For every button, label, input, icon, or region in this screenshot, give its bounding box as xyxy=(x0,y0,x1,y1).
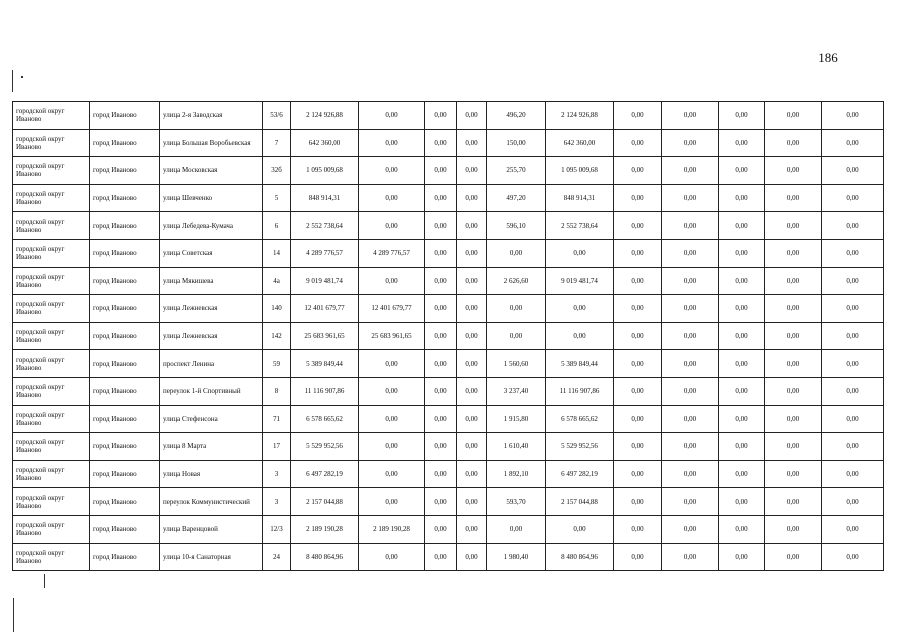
municipality-cell: городской округ Иваново xyxy=(13,350,90,378)
settlement-cell: город Иваново xyxy=(90,102,160,130)
settlement-cell: город Иваново xyxy=(90,157,160,185)
street-cell: улица Московская xyxy=(160,157,263,185)
cost-cell: 2 124 926,88 xyxy=(546,102,614,130)
cost-cell: 0,00 xyxy=(719,295,765,323)
cost-cell: 0,00 xyxy=(425,488,457,516)
settlement-cell: город Иваново xyxy=(90,239,160,267)
cost-cell: 0,00 xyxy=(457,433,487,461)
table-row xyxy=(13,377,884,405)
repair-cost-cell: 0,00 xyxy=(359,157,425,185)
house-number-cell: 71 xyxy=(263,405,291,433)
cost-cell: 0,00 xyxy=(822,184,884,212)
settlement-cell: город Иваново xyxy=(90,212,160,240)
cost-cell: 0,00 xyxy=(719,377,765,405)
cost-cell: 0,00 xyxy=(662,212,719,240)
repair-cost-cell: 0,00 xyxy=(359,102,425,130)
cost-cell: 0,00 xyxy=(614,433,662,461)
cost-cell: 0,00 xyxy=(765,350,822,378)
register-table xyxy=(12,101,884,571)
table-row xyxy=(13,295,884,323)
street-cell: улица 2-я Заводская xyxy=(160,102,263,130)
cost-cell: 0,00 xyxy=(765,239,822,267)
house-number-cell: 12/3 xyxy=(263,515,291,543)
municipality-cell: городской округ Иваново xyxy=(13,322,90,350)
house-number-cell: 53/6 xyxy=(263,102,291,130)
table-row xyxy=(13,239,884,267)
total-cost-cell: 5 529 952,56 xyxy=(291,433,359,461)
municipality-cell: городской округ Иваново xyxy=(13,267,90,295)
cost-cell: 0,00 xyxy=(425,405,457,433)
house-number-cell: 7 xyxy=(263,129,291,157)
cost-cell: 0,00 xyxy=(614,184,662,212)
municipality-cell: городской округ Иваново xyxy=(13,295,90,323)
cost-cell: 0,00 xyxy=(822,102,884,130)
scan-margin-mark xyxy=(21,76,23,78)
area-cell: 1 560,60 xyxy=(487,350,546,378)
street-cell: улица Стефенсона xyxy=(160,405,263,433)
total-cost-cell: 2 189 190,28 xyxy=(291,515,359,543)
cost-cell: 11 116 907,86 xyxy=(546,377,614,405)
cost-cell: 0,00 xyxy=(425,322,457,350)
cost-cell: 0,00 xyxy=(822,129,884,157)
settlement-cell: город Иваново xyxy=(90,460,160,488)
house-number-cell: 24 xyxy=(263,543,291,571)
cost-cell: 0,00 xyxy=(765,405,822,433)
repair-cost-cell: 4 289 776,57 xyxy=(359,239,425,267)
cost-cell: 0,00 xyxy=(822,543,884,571)
cost-cell: 0,00 xyxy=(662,460,719,488)
cost-cell: 0,00 xyxy=(662,129,719,157)
cost-cell: 0,00 xyxy=(719,239,765,267)
cost-cell: 0,00 xyxy=(822,322,884,350)
table-row xyxy=(13,267,884,295)
house-number-cell: 5 xyxy=(263,184,291,212)
cost-cell: 0,00 xyxy=(614,543,662,571)
street-cell: улица Лежневская xyxy=(160,295,263,323)
area-cell: 0,00 xyxy=(487,322,546,350)
cost-cell: 642 360,00 xyxy=(546,129,614,157)
cost-cell: 0,00 xyxy=(614,267,662,295)
cost-cell: 0,00 xyxy=(719,322,765,350)
total-cost-cell: 25 683 961,65 xyxy=(291,322,359,350)
cost-cell: 0,00 xyxy=(614,295,662,323)
cost-cell: 0,00 xyxy=(614,102,662,130)
cost-cell: 0,00 xyxy=(425,350,457,378)
municipality-cell: городской округ Иваново xyxy=(13,239,90,267)
municipality-cell: городской округ Иваново xyxy=(13,157,90,185)
settlement-cell: город Иваново xyxy=(90,515,160,543)
cost-cell: 0,00 xyxy=(822,377,884,405)
street-cell: улица 8 Марта xyxy=(160,433,263,461)
cost-cell: 0,00 xyxy=(822,212,884,240)
cost-cell: 0,00 xyxy=(719,543,765,571)
cost-cell: 0,00 xyxy=(822,433,884,461)
street-cell: проспект Ленина xyxy=(160,350,263,378)
area-cell: 1 915,80 xyxy=(487,405,546,433)
street-cell: переулок 1-й Спортивный xyxy=(160,377,263,405)
total-cost-cell: 848 914,31 xyxy=(291,184,359,212)
area-cell: 497,20 xyxy=(487,184,546,212)
street-cell: улица Мякишева xyxy=(160,267,263,295)
cost-cell: 0,00 xyxy=(662,405,719,433)
cost-cell: 0,00 xyxy=(719,488,765,516)
cost-cell: 0,00 xyxy=(662,515,719,543)
cost-cell: 0,00 xyxy=(614,460,662,488)
cost-cell: 0,00 xyxy=(765,295,822,323)
house-number-cell: 6 xyxy=(263,212,291,240)
table-row xyxy=(13,515,884,543)
cost-cell: 0,00 xyxy=(765,129,822,157)
cost-cell: 0,00 xyxy=(822,515,884,543)
cost-cell: 0,00 xyxy=(614,322,662,350)
cost-cell: 0,00 xyxy=(822,157,884,185)
table-body xyxy=(13,102,884,571)
cost-cell: 8 480 864,96 xyxy=(546,543,614,571)
cost-cell: 2 157 044,88 xyxy=(546,488,614,516)
cost-cell: 0,00 xyxy=(662,157,719,185)
area-cell: 596,10 xyxy=(487,212,546,240)
cost-cell: 0,00 xyxy=(822,239,884,267)
total-cost-cell: 12 401 679,77 xyxy=(291,295,359,323)
cost-cell: 0,00 xyxy=(719,405,765,433)
table-row xyxy=(13,350,884,378)
settlement-cell: город Иваново xyxy=(90,377,160,405)
settlement-cell: город Иваново xyxy=(90,267,160,295)
cost-cell: 0,00 xyxy=(662,322,719,350)
house-number-cell: 59 xyxy=(263,350,291,378)
cost-cell: 0,00 xyxy=(662,488,719,516)
cost-cell: 0,00 xyxy=(457,102,487,130)
repair-cost-cell: 0,00 xyxy=(359,405,425,433)
cost-cell: 0,00 xyxy=(614,239,662,267)
cost-cell: 0,00 xyxy=(765,267,822,295)
repair-cost-cell: 0,00 xyxy=(359,460,425,488)
area-cell: 593,70 xyxy=(487,488,546,516)
house-number-cell: 142 xyxy=(263,322,291,350)
cost-cell: 0,00 xyxy=(662,433,719,461)
settlement-cell: город Иваново xyxy=(90,295,160,323)
municipality-cell: городской округ Иваново xyxy=(13,102,90,130)
total-cost-cell: 8 480 864,96 xyxy=(291,543,359,571)
area-cell: 150,00 xyxy=(487,129,546,157)
cost-cell: 0,00 xyxy=(457,543,487,571)
cost-cell: 0,00 xyxy=(719,184,765,212)
cost-cell: 0,00 xyxy=(765,515,822,543)
area-cell: 3 237,40 xyxy=(487,377,546,405)
cost-cell: 0,00 xyxy=(614,129,662,157)
table-row xyxy=(13,157,884,185)
cost-cell: 0,00 xyxy=(614,488,662,516)
total-cost-cell: 5 389 849,44 xyxy=(291,350,359,378)
street-cell: улица Лебедева-Кумача xyxy=(160,212,263,240)
area-cell: 0,00 xyxy=(487,239,546,267)
settlement-cell: город Иваново xyxy=(90,433,160,461)
table-row xyxy=(13,543,884,571)
cost-cell: 0,00 xyxy=(719,267,765,295)
repair-cost-cell: 0,00 xyxy=(359,212,425,240)
total-cost-cell: 6 497 282,19 xyxy=(291,460,359,488)
cost-cell: 0,00 xyxy=(425,267,457,295)
cost-cell: 0,00 xyxy=(546,515,614,543)
cost-cell: 0,00 xyxy=(425,157,457,185)
scan-margin-mark xyxy=(12,70,13,92)
cost-cell: 0,00 xyxy=(425,543,457,571)
cost-cell: 0,00 xyxy=(457,267,487,295)
area-cell: 2 626,60 xyxy=(487,267,546,295)
street-cell: улица Большая Воробьевская xyxy=(160,129,263,157)
cost-cell: 0,00 xyxy=(765,157,822,185)
cost-cell: 0,00 xyxy=(457,239,487,267)
cost-cell: 0,00 xyxy=(457,460,487,488)
cost-cell: 0,00 xyxy=(719,433,765,461)
cost-cell: 0,00 xyxy=(765,212,822,240)
cost-cell: 5 529 952,56 xyxy=(546,433,614,461)
cost-cell: 0,00 xyxy=(614,212,662,240)
cost-cell: 0,00 xyxy=(425,239,457,267)
total-cost-cell: 11 116 907,86 xyxy=(291,377,359,405)
house-number-cell: 3 xyxy=(263,488,291,516)
cost-cell: 0,00 xyxy=(546,295,614,323)
cost-cell: 0,00 xyxy=(719,460,765,488)
cost-cell: 0,00 xyxy=(765,184,822,212)
cost-cell: 0,00 xyxy=(457,350,487,378)
area-cell: 0,00 xyxy=(487,295,546,323)
cost-cell: 0,00 xyxy=(457,184,487,212)
cost-cell: 0,00 xyxy=(765,377,822,405)
cost-cell: 0,00 xyxy=(614,157,662,185)
area-cell: 255,70 xyxy=(487,157,546,185)
municipality-cell: городской округ Иваново xyxy=(13,377,90,405)
settlement-cell: город Иваново xyxy=(90,488,160,516)
total-cost-cell: 2 552 738,64 xyxy=(291,212,359,240)
municipality-cell: городской округ Иваново xyxy=(13,129,90,157)
repair-cost-cell: 0,00 xyxy=(359,433,425,461)
settlement-cell: город Иваново xyxy=(90,543,160,571)
settlement-cell: город Иваново xyxy=(90,129,160,157)
house-number-cell: 17 xyxy=(263,433,291,461)
cost-cell: 0,00 xyxy=(765,433,822,461)
table-row xyxy=(13,405,884,433)
cost-cell: 0,00 xyxy=(614,350,662,378)
repair-cost-cell: 0,00 xyxy=(359,377,425,405)
cost-cell: 0,00 xyxy=(425,377,457,405)
municipality-cell: городской округ Иваново xyxy=(13,460,90,488)
house-number-cell: 3 xyxy=(263,460,291,488)
table-row xyxy=(13,322,884,350)
cost-cell: 0,00 xyxy=(425,129,457,157)
scan-margin-mark xyxy=(13,598,14,632)
cost-cell: 0,00 xyxy=(765,488,822,516)
cost-cell: 0,00 xyxy=(822,405,884,433)
cost-cell: 0,00 xyxy=(425,295,457,323)
street-cell: улица Шевченко xyxy=(160,184,263,212)
municipality-cell: городской округ Иваново xyxy=(13,543,90,571)
cost-cell: 0,00 xyxy=(822,460,884,488)
municipality-cell: городской округ Иваново xyxy=(13,515,90,543)
cost-cell: 0,00 xyxy=(425,460,457,488)
table-row xyxy=(13,102,884,130)
area-cell: 496,20 xyxy=(487,102,546,130)
repair-cost-cell: 0,00 xyxy=(359,350,425,378)
cost-cell: 0,00 xyxy=(457,405,487,433)
house-number-cell: 14 xyxy=(263,239,291,267)
settlement-cell: город Иваново xyxy=(90,350,160,378)
table-row xyxy=(13,129,884,157)
settlement-cell: город Иваново xyxy=(90,322,160,350)
cost-cell: 0,00 xyxy=(822,350,884,378)
settlement-cell: город Иваново xyxy=(90,405,160,433)
cost-cell: 0,00 xyxy=(457,515,487,543)
cost-cell: 0,00 xyxy=(765,102,822,130)
municipality-cell: городской округ Иваново xyxy=(13,184,90,212)
cost-cell: 0,00 xyxy=(719,350,765,378)
repair-cost-cell: 0,00 xyxy=(359,184,425,212)
cost-cell: 0,00 xyxy=(457,157,487,185)
cost-cell: 0,00 xyxy=(457,295,487,323)
cost-cell: 0,00 xyxy=(425,212,457,240)
cost-cell: 0,00 xyxy=(822,267,884,295)
repair-cost-cell: 2 189 190,28 xyxy=(359,515,425,543)
street-cell: улица Советская xyxy=(160,239,263,267)
repair-cost-cell: 0,00 xyxy=(359,488,425,516)
repair-cost-cell: 0,00 xyxy=(359,543,425,571)
repair-cost-cell: 0,00 xyxy=(359,267,425,295)
cost-cell: 0,00 xyxy=(719,102,765,130)
street-cell: улица Варенцовой xyxy=(160,515,263,543)
table-row xyxy=(13,184,884,212)
cost-cell: 0,00 xyxy=(822,295,884,323)
scan-margin-mark xyxy=(44,574,45,588)
area-cell: 1 980,40 xyxy=(487,543,546,571)
cost-cell: 0,00 xyxy=(662,350,719,378)
cost-cell: 0,00 xyxy=(719,212,765,240)
total-cost-cell: 2 157 044,88 xyxy=(291,488,359,516)
cost-cell: 0,00 xyxy=(457,377,487,405)
table-row xyxy=(13,488,884,516)
cost-cell: 0,00 xyxy=(457,322,487,350)
house-number-cell: 140 xyxy=(263,295,291,323)
area-cell: 1 610,40 xyxy=(487,433,546,461)
repair-cost-cell: 0,00 xyxy=(359,129,425,157)
cost-cell: 0,00 xyxy=(719,129,765,157)
cost-cell: 0,00 xyxy=(614,515,662,543)
total-cost-cell: 1 095 009,68 xyxy=(291,157,359,185)
area-cell: 0,00 xyxy=(487,515,546,543)
cost-cell: 0,00 xyxy=(425,184,457,212)
street-cell: переулок Коммунистический xyxy=(160,488,263,516)
street-cell: улица Новая xyxy=(160,460,263,488)
cost-cell: 0,00 xyxy=(662,267,719,295)
table-row xyxy=(13,212,884,240)
cost-cell: 0,00 xyxy=(425,515,457,543)
municipality-cell: городской округ Иваново xyxy=(13,488,90,516)
municipality-cell: городской округ Иваново xyxy=(13,405,90,433)
house-number-cell: 4а xyxy=(263,267,291,295)
cost-cell: 0,00 xyxy=(662,377,719,405)
total-cost-cell: 4 289 776,57 xyxy=(291,239,359,267)
cost-cell: 0,00 xyxy=(662,295,719,323)
page-number: 186 xyxy=(818,50,838,65)
street-cell: улица 10-я Санаторная xyxy=(160,543,263,571)
cost-cell: 0,00 xyxy=(425,433,457,461)
street-cell: улица Лежневская xyxy=(160,322,263,350)
total-cost-cell: 9 019 481,74 xyxy=(291,267,359,295)
total-cost-cell: 2 124 926,88 xyxy=(291,102,359,130)
total-cost-cell: 642 360,00 xyxy=(291,129,359,157)
cost-cell: 0,00 xyxy=(765,322,822,350)
cost-cell: 0,00 xyxy=(662,543,719,571)
cost-cell: 0,00 xyxy=(662,184,719,212)
cost-cell: 0,00 xyxy=(546,239,614,267)
table-row xyxy=(13,460,884,488)
cost-cell: 2 552 738,64 xyxy=(546,212,614,240)
municipality-cell: городской округ Иваново xyxy=(13,433,90,461)
house-number-cell: 32б xyxy=(263,157,291,185)
house-number-cell: 8 xyxy=(263,377,291,405)
cost-cell: 0,00 xyxy=(614,405,662,433)
cost-cell: 0,00 xyxy=(546,322,614,350)
cost-cell: 0,00 xyxy=(457,212,487,240)
cost-cell: 0,00 xyxy=(719,157,765,185)
cost-cell: 6 497 282,19 xyxy=(546,460,614,488)
cost-cell: 0,00 xyxy=(765,543,822,571)
cost-cell: 848 914,31 xyxy=(546,184,614,212)
cost-cell: 0,00 xyxy=(662,239,719,267)
cost-cell: 0,00 xyxy=(765,460,822,488)
cost-cell: 5 389 849,44 xyxy=(546,350,614,378)
repair-cost-cell: 25 683 961,65 xyxy=(359,322,425,350)
cost-cell: 0,00 xyxy=(662,102,719,130)
cost-cell: 0,00 xyxy=(457,129,487,157)
cost-cell: 0,00 xyxy=(719,515,765,543)
cost-cell: 0,00 xyxy=(425,102,457,130)
cost-cell: 0,00 xyxy=(822,488,884,516)
cost-cell: 0,00 xyxy=(457,488,487,516)
repair-cost-cell: 12 401 679,77 xyxy=(359,295,425,323)
municipality-cell: городской округ Иваново xyxy=(13,212,90,240)
cost-cell: 9 019 481,74 xyxy=(546,267,614,295)
area-cell: 1 892,10 xyxy=(487,460,546,488)
cost-cell: 6 578 665,62 xyxy=(546,405,614,433)
cost-cell: 1 095 009,68 xyxy=(546,157,614,185)
table-row xyxy=(13,433,884,461)
settlement-cell: город Иваново xyxy=(90,184,160,212)
total-cost-cell: 6 578 665,62 xyxy=(291,405,359,433)
cost-cell: 0,00 xyxy=(614,377,662,405)
